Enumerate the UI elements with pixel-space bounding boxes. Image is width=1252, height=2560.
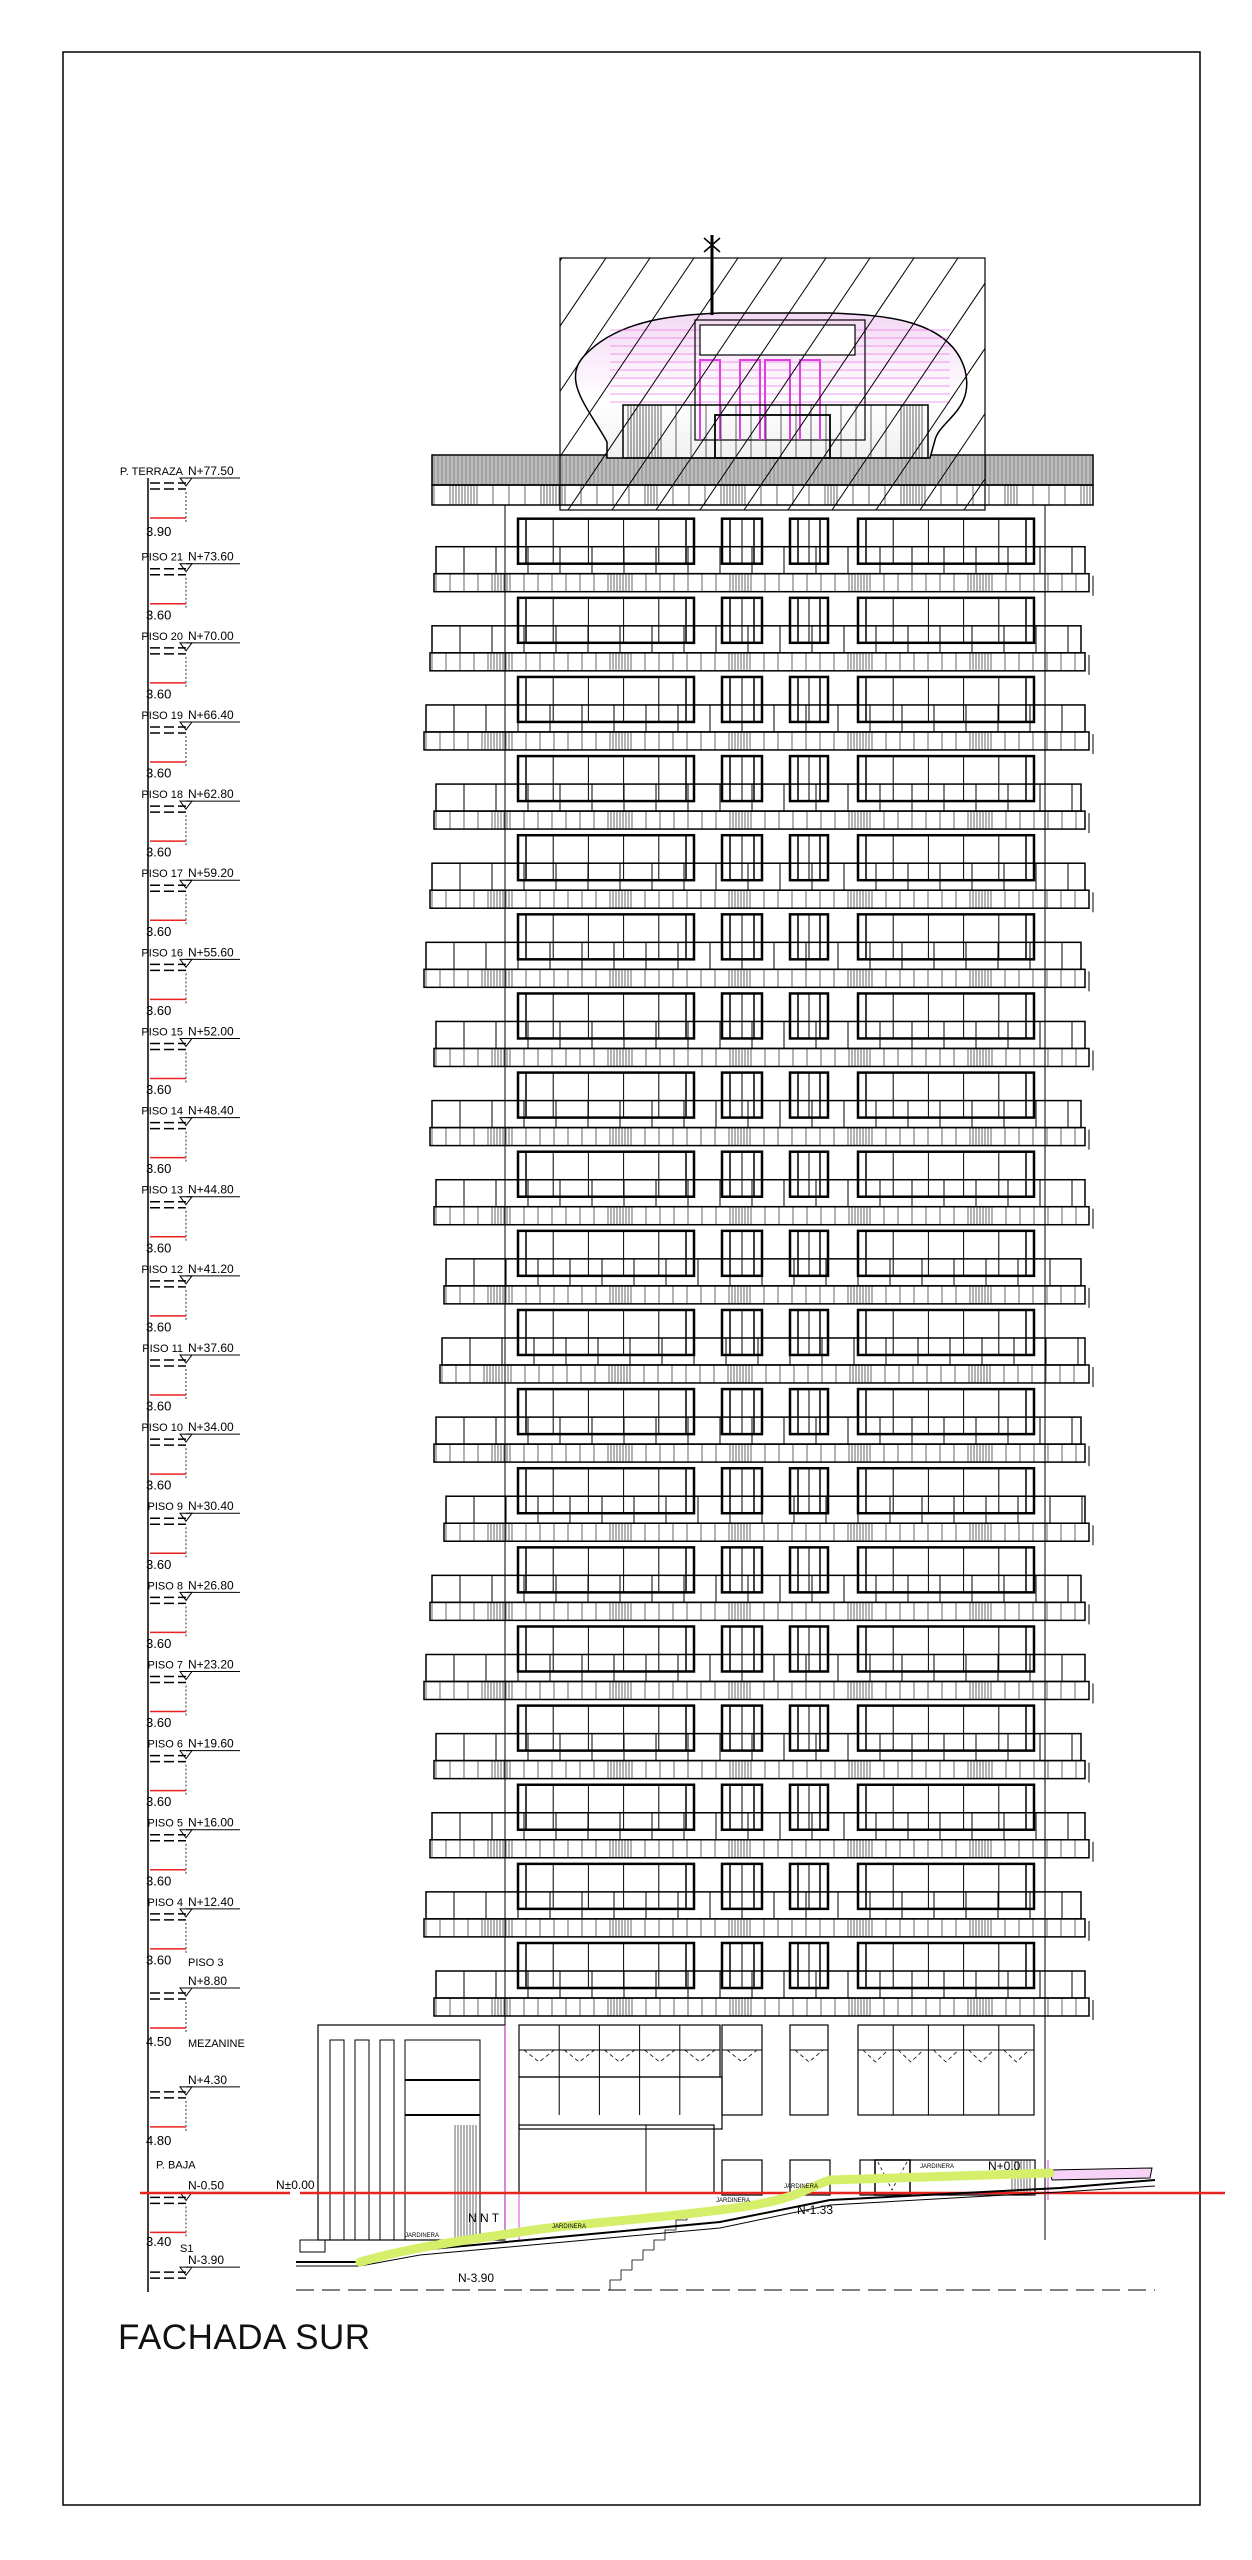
elevation-value: N+8.80: [188, 1974, 228, 1988]
floor-height: 3.60: [146, 1082, 172, 1098]
level-triangle-icon: [180, 1751, 192, 1759]
elevation-value: N+37.60: [188, 1340, 234, 1355]
level-triangle-icon: [180, 643, 192, 651]
level-name: P. BAJA: [156, 2159, 196, 2172]
roof-slab: [432, 485, 1093, 505]
window-group: [518, 835, 694, 880]
elevation-value: N+23.20: [188, 1657, 234, 1672]
level-triangle-icon: [180, 1434, 192, 1442]
floor-row: [430, 1547, 1089, 1624]
floor-height: 3.60: [146, 1715, 172, 1731]
level-label-n133: N-1.33: [797, 2203, 834, 2217]
jardinera-label: JARDINERA: [716, 2198, 751, 2204]
level-triangle-icon: [180, 478, 192, 486]
planting-strip: [360, 2173, 1050, 2262]
elevation-value: N+44.80: [188, 1182, 234, 1197]
window-group: [518, 1310, 694, 1355]
floor-row: [430, 1073, 1089, 1150]
level-triangle-icon: [180, 1592, 192, 1600]
window-group: [518, 1864, 694, 1909]
floor-row: [434, 993, 1093, 1070]
balcony-slab: [434, 1048, 1089, 1066]
elevation-value: N+73.60: [188, 549, 234, 564]
tower-elevation: [424, 505, 1093, 2240]
balcony-slab: [434, 811, 1085, 829]
balcony-railing: [436, 1417, 1081, 1444]
balcony-slab: [444, 1523, 1089, 1541]
awning-window-swing-icon: [727, 2050, 757, 2062]
elevation-value: N+55.60: [188, 945, 234, 960]
level-marker: [141, 945, 240, 1018]
floor-row: [424, 677, 1093, 754]
level-name: PISO 3: [188, 1957, 224, 1969]
window-group: [518, 1943, 694, 1988]
window-group: [858, 1785, 1034, 1830]
floor-row: [424, 1626, 1093, 1703]
section-marks: N N T: [468, 2211, 500, 2225]
floor-height: 3.60: [146, 1477, 172, 1493]
level-marker: [141, 1104, 240, 1177]
level-triangle-icon: [180, 564, 192, 572]
floor-row: [440, 1310, 1093, 1387]
awning-window-swing-icon: [1004, 2050, 1029, 2062]
level-name: PISO 8: [147, 1580, 183, 1593]
floor-height: 3.60: [146, 1398, 172, 1414]
balcony-slab: [434, 1761, 1085, 1779]
elevation-value: N+62.80: [188, 787, 234, 802]
level-marker: [146, 2038, 245, 2148]
balcony-railing: [436, 784, 1081, 811]
ground-level-label: N±0.00: [276, 2178, 315, 2192]
window-group: [518, 1468, 694, 1513]
window-group: [518, 598, 694, 643]
balcony-slab: [430, 1128, 1085, 1146]
balcony-railing: [436, 1971, 1085, 1998]
elevation-value: N-0.50: [188, 2178, 225, 2193]
floor-height: 3.60: [146, 1556, 172, 1572]
level-name: PISO 6: [147, 1738, 183, 1751]
level-name: PISO 4: [147, 1896, 183, 1909]
floor-row: [434, 1389, 1089, 1466]
level-name: PISO 9: [147, 1501, 183, 1514]
level-name: PISO 12: [141, 1263, 183, 1276]
window-group: [518, 914, 694, 959]
window-group: [518, 1389, 694, 1434]
window-group: [518, 519, 694, 564]
level-marker: [141, 629, 240, 702]
awning-window-swing-icon: [604, 2050, 634, 2062]
level-marker: [141, 550, 240, 623]
elevation-value: N+19.60: [188, 1736, 234, 1751]
mezzanine-window: [722, 2025, 762, 2115]
level-marker: [146, 1657, 240, 1730]
level-marker: [146, 1816, 240, 1889]
floor-row: [444, 1468, 1093, 1545]
level-triangle-icon: [180, 801, 192, 809]
window-group: [858, 1468, 1034, 1513]
mezzanine-window: [790, 2025, 828, 2115]
footing: [300, 2240, 325, 2252]
level-name: PISO 11: [142, 1342, 183, 1355]
window-group: [858, 1864, 1034, 1909]
floor-height: 3.60: [146, 1635, 172, 1651]
floor-height: 3.60: [146, 1794, 172, 1810]
awning-window-swing-icon: [645, 2050, 675, 2062]
level-name: PISO 20: [141, 630, 183, 643]
floor-row: [434, 1152, 1093, 1229]
balcony-railing: [446, 1496, 1085, 1523]
podium-elevation: [318, 2025, 1048, 2240]
level-name: PISO 17: [141, 868, 183, 881]
stair-step: [610, 2280, 621, 2290]
floor-row: [430, 835, 1093, 912]
jardinera-label: JARDINERA: [784, 2184, 819, 2190]
stair-step: [621, 2270, 632, 2280]
stair-step: [665, 2230, 676, 2240]
balcony-slab: [440, 1365, 1089, 1383]
elevation-value: N+77.50: [188, 463, 234, 478]
elevation-value: N+16.00: [188, 1815, 234, 1830]
floor-height: 3.60: [146, 1161, 172, 1177]
mezzanine-window: [519, 2025, 720, 2077]
elevation-value: N+66.40: [188, 707, 234, 722]
elevation-value: N+30.40: [188, 1499, 234, 1514]
side-block: [318, 2025, 505, 2240]
side-block-pilaster: [330, 2040, 344, 2240]
balcony-slab: [424, 1681, 1089, 1699]
level-name: PISO 14: [141, 1105, 183, 1118]
balcony-slab: [434, 1998, 1089, 2016]
stair-step: [643, 2250, 654, 2260]
level-triangle-icon: [180, 880, 192, 888]
balcony-slab: [434, 1207, 1089, 1225]
floor-height: 3.60: [146, 686, 172, 702]
awning-window-swing-icon: [564, 2050, 594, 2062]
side-block-pilaster: [405, 2040, 480, 2240]
balcony-slab: [430, 890, 1089, 908]
level-marker: [142, 1341, 240, 1414]
floor-height: 3.60: [146, 1240, 172, 1256]
elevation-value: N+26.80: [188, 1578, 234, 1593]
window-group: [858, 1310, 1034, 1355]
level-name: PISO 18: [141, 789, 183, 802]
balcony-slab: [430, 653, 1085, 671]
awning-window-swing-icon: [933, 2050, 958, 2062]
floor-height: 3.90: [146, 523, 172, 539]
level-marker: [141, 708, 240, 781]
balcony-railing: [432, 1101, 1081, 1128]
window-group: [518, 1073, 694, 1118]
window-group: [518, 1231, 694, 1276]
floor-height: 3.60: [146, 607, 172, 623]
balcony-railing: [436, 1734, 1081, 1761]
stair-step: [654, 2240, 665, 2250]
balcony-railing: [432, 626, 1081, 653]
ground-window: [722, 2160, 762, 2195]
window-group: [858, 1547, 1034, 1592]
elevation-value: N+70.00: [188, 628, 234, 643]
level-triangle-icon: [180, 2087, 192, 2095]
level-name: MEZANINE: [188, 2037, 245, 2050]
level-marker: [141, 1420, 240, 1493]
level-marker: [141, 1183, 240, 1256]
window-group: [858, 1231, 1034, 1276]
elevation-value: N+48.40: [188, 1103, 234, 1118]
hatch-line: [260, 258, 430, 510]
balcony-railing: [432, 863, 1085, 890]
level-name: P. TERRAZA: [119, 465, 183, 478]
level-triangle-icon: [180, 1909, 192, 1917]
floor-row: [434, 1706, 1089, 1783]
level-name: PISO 10: [141, 1422, 183, 1435]
level-triangle-icon: [180, 1118, 192, 1126]
side-block-pilaster: [380, 2040, 394, 2240]
level-triangle-icon: [180, 959, 192, 967]
balcony-slab: [430, 1602, 1085, 1620]
floor-row: [424, 914, 1089, 991]
drawing-title: FACHADA SUR: [118, 2318, 371, 2357]
window-group: [518, 1785, 694, 1830]
level-triangle-icon: [180, 1038, 192, 1046]
floor-row: [434, 1943, 1093, 2020]
floor-height: 3.60: [146, 1873, 172, 1889]
floor-height: 3.60: [146, 844, 172, 860]
elevation-value: N+4.30: [188, 2072, 228, 2087]
level-label-red: N+0.0: [988, 2159, 1021, 2173]
floor-height: 4.50: [146, 2034, 172, 2049]
balcony-railing: [442, 1338, 1085, 1365]
awning-window-swing-icon: [969, 2050, 994, 2062]
balcony-railing: [426, 705, 1085, 732]
level-triangle-icon: [180, 1355, 192, 1363]
level-name: PISO 19: [141, 709, 183, 722]
balcony-railing: [436, 547, 1085, 574]
level-marker: [146, 1499, 240, 1572]
balcony-slab: [434, 574, 1089, 592]
level-marker: [141, 1262, 240, 1335]
level-ruler: [120, 464, 245, 2292]
level-name: PISO 5: [147, 1817, 183, 1830]
awning-window-swing-icon: [898, 2050, 923, 2062]
rooftop-pavilion: [260, 235, 1222, 510]
level-marker: [141, 866, 240, 939]
floor-row: [434, 756, 1089, 833]
floor-row: [424, 1864, 1089, 1941]
elevation-value: N+34.00: [188, 1420, 234, 1435]
window-group: [858, 1073, 1034, 1118]
window-group: [518, 756, 694, 801]
window-group: [858, 1626, 1034, 1671]
side-block-pilaster: [355, 2040, 369, 2240]
level-triangle-icon: [180, 1988, 192, 1996]
stair-step: [632, 2260, 643, 2270]
balcony-slab: [424, 969, 1085, 987]
level-marker: [141, 1024, 240, 1097]
balcony-railing: [436, 1021, 1085, 1048]
balcony-slab: [434, 1444, 1085, 1462]
elevation-value: N-3.90: [188, 2253, 225, 2268]
ground-section: [140, 2159, 1225, 2290]
window-group: [518, 677, 694, 722]
level-label-n390: N-3.90: [458, 2271, 495, 2285]
floor-row: [434, 519, 1093, 596]
balcony-slab: [424, 1919, 1085, 1937]
awning-window-swing-icon: [524, 2050, 554, 2062]
level-name: PISO 21: [141, 551, 183, 564]
ramp-pink: [1050, 2168, 1152, 2180]
floor-height: 3.60: [146, 1952, 172, 1968]
window-group: [518, 1547, 694, 1592]
balcony-railing: [432, 1575, 1081, 1602]
window-group: [518, 993, 694, 1038]
mezzanine-window: [858, 2025, 1034, 2115]
level-marker: [146, 1957, 240, 2049]
floor-height: 3.60: [146, 923, 172, 939]
floor-row: [444, 1231, 1089, 1308]
floor-row: [430, 1785, 1093, 1862]
elevation-value: N+52.00: [188, 1024, 234, 1039]
floor-height: 3.60: [146, 1319, 172, 1335]
level-name: PISO 16: [141, 947, 183, 960]
awning-window-swing-icon: [685, 2050, 715, 2062]
elevation-value: N+41.20: [188, 1261, 234, 1276]
floor-height: 3.40: [146, 2233, 172, 2249]
jardinera-label: JARDINERA: [920, 2164, 955, 2170]
balcony-railing: [426, 1654, 1085, 1681]
jardinera-label: JARDINERA: [405, 2233, 440, 2239]
level-triangle-icon: [180, 1830, 192, 1838]
balcony-railing: [432, 1813, 1085, 1840]
balcony-slab: [430, 1840, 1089, 1858]
level-marker: [141, 787, 240, 860]
mezzanine-spandrel: [519, 2077, 722, 2129]
level-name: PISO 15: [141, 1026, 183, 1039]
level-triangle-icon: [180, 2267, 192, 2275]
floor-height: 3.60: [146, 1002, 172, 1018]
window-group: [858, 677, 1034, 722]
level-triangle-icon: [180, 1671, 192, 1679]
elevation-value: N+12.40: [188, 1894, 234, 1909]
window-group: [858, 835, 1034, 880]
window-group: [518, 1152, 694, 1197]
floor-height: 3.60: [146, 765, 172, 781]
balcony-slab: [424, 732, 1089, 750]
window-group: [858, 914, 1034, 959]
level-marker: [146, 2159, 240, 2248]
level-name: S1: [180, 2243, 194, 2256]
window-group: [518, 1706, 694, 1751]
window-group: [858, 598, 1034, 643]
level-triangle-icon: [180, 1513, 192, 1521]
jardinera-label: JARDINERA: [552, 2224, 587, 2230]
balcony-railing: [436, 1180, 1085, 1207]
level-name: PISO 13: [141, 1184, 183, 1197]
awning-window-swing-icon: [795, 2050, 823, 2062]
level-marker: [120, 464, 240, 539]
level-triangle-icon: [180, 1276, 192, 1284]
floor-height: 4.80: [146, 2132, 172, 2148]
floor-row: [430, 598, 1089, 675]
awning-window-swing-icon: [863, 2050, 888, 2062]
level-name: PISO 7: [147, 1659, 183, 1672]
level-marker: [146, 1737, 240, 1810]
window-group: [518, 1626, 694, 1671]
level-triangle-icon: [180, 1197, 192, 1205]
ground-opening: [519, 2125, 714, 2193]
elevation-value: N+59.20: [188, 866, 234, 881]
level-marker: [146, 1578, 240, 1651]
level-triangle-icon: [180, 722, 192, 730]
